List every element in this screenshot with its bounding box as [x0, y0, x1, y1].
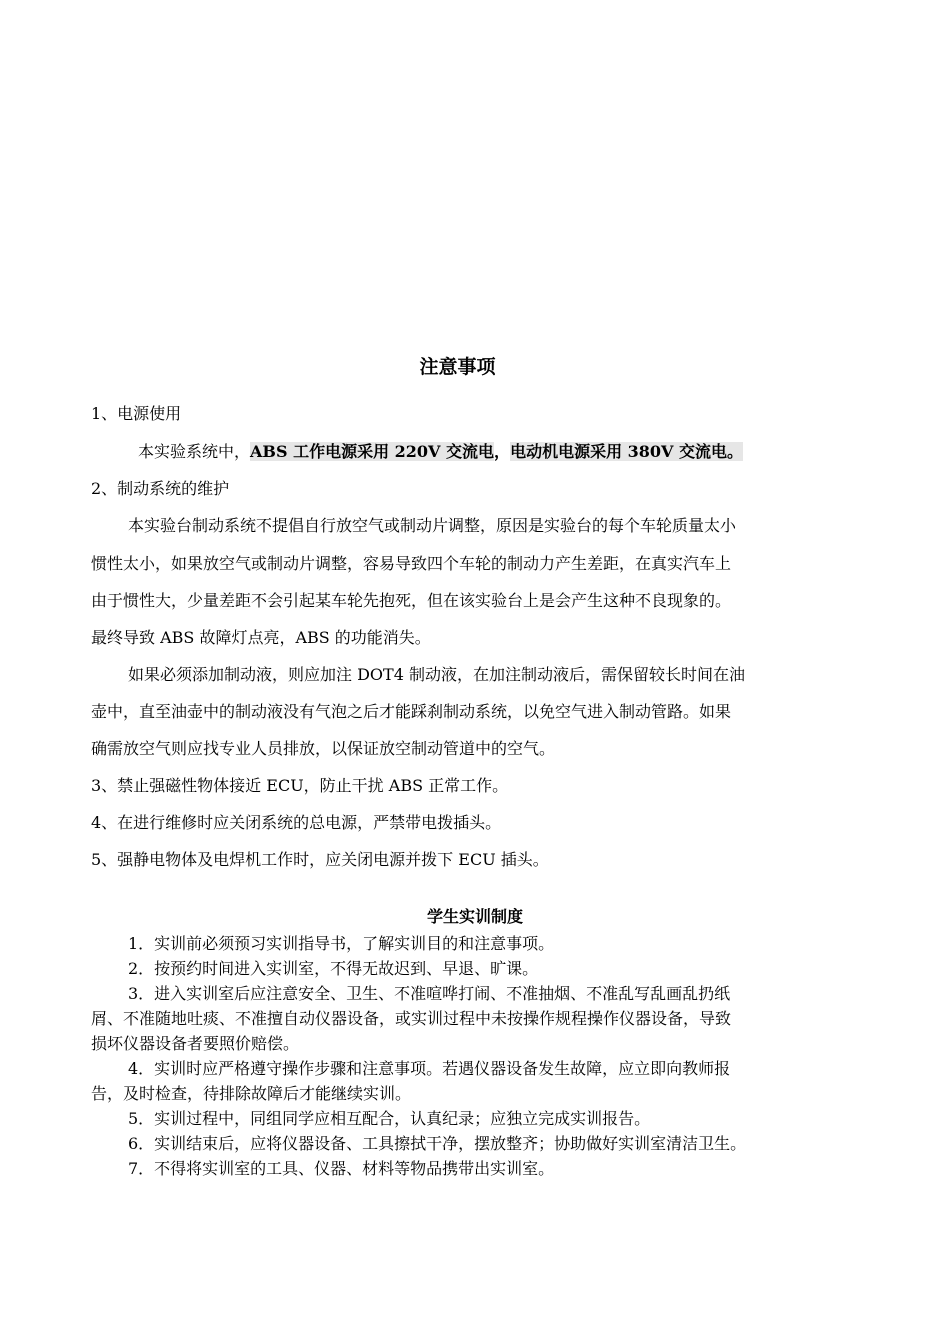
section-2-p1-line: 本实验台制动系统不提倡自行放空气或制动片调整，原因是实验台的每个车轮质量太小 [128, 516, 737, 535]
rule-item-2: 2．按预约时间进入实训室，不得无故迟到、早退、旷课。 [128, 959, 539, 978]
rule-item-3-line: 损坏仪器设备者要照价赔偿。 [91, 1034, 300, 1053]
notice-title: 注意事项 [419, 356, 496, 378]
motor-power-note: 电动机电源采用 380V 交流电。 [510, 442, 744, 461]
rules-title: 学生实训制度 [426, 907, 523, 926]
section-3-text: 3、禁止强磁性物体接近 ECU，防止干扰 ABS 正常工作。 [91, 776, 509, 795]
section-1-heading: 1、电源使用 [91, 404, 182, 423]
section-2-p1-line: 惯性太小，如果放空气或制动片调整，容易导致四个车轮的制动力产生差距，在真实汽车上 [91, 554, 732, 573]
section-1-text [138, 440, 743, 464]
section-2-heading: 2、制动系统的维护 [91, 479, 230, 498]
section-2-p2-line: 壶中，直至油壶中的制动液没有气泡之后才能踩刹制动系统，以免空气进入制动管路。如果 [91, 702, 732, 721]
rule-item-4-line: 告，及时检查，待排除故障后才能继续实训。 [91, 1084, 412, 1103]
section-4-text: 4、在进行维修时应关闭系统的总电源，严禁带电拨插头。 [91, 813, 502, 832]
abs-power-note: ABS 工作电源采用 220V 交流电 [250, 442, 495, 461]
rule-item-7: 7．不得将实训室的工具、仪器、材料等物品携带出实训室。 [128, 1159, 555, 1178]
rule-item-4-line: 4．实训时应严格遵守操作步骤和注意事项。若遇仪器设备发生故障，应立即向教师报 [128, 1059, 731, 1078]
rule-item-3-line: 屑、不准随地吐痰、不准擅自动仪器设备，或实训过程中未按操作规程操作仪器设备，导致 [91, 1009, 732, 1028]
section-1-prefix: 本实验系统中， [138, 442, 251, 461]
section-2-p2-line: 确需放空气则应找专业人员排放，以保证放空制动管道中的空气。 [91, 739, 556, 758]
rule-item-6: 6．实训结束后，应将仪器设备、工具擦拭干净，摆放整齐；协助做好实训室清洁卫生。 [128, 1134, 747, 1153]
section-5-text: 5、强静电物体及电焊机工作时，应关闭电源并拨下 ECU 插头。 [91, 850, 549, 869]
section-2-p1-line: 由于惯性大，少量差距不会引起某车轮先抱死，但在该实验台上是会产生这种不良现象的。 [91, 591, 732, 610]
section-2-p2-line: 如果必须添加制动液，则应加注 DOT4 制动液，在加注制动液后，需保留较长时间在油 [128, 665, 745, 684]
rule-item-3-line: 3．进入实训室后应注意安全、卫生、不准喧哗打闹、不准抽烟、不准乱写乱画乱扔纸 [128, 984, 731, 1003]
section-1-comma: ， [494, 442, 511, 461]
rule-item-5: 5．实训过程中，同组同学应相互配合，认真纪录；应独立完成实训报告。 [128, 1109, 651, 1128]
rule-item-1: 1．实训前必须预习实训指导书，了解实训目的和注意事项。 [128, 934, 555, 953]
section-2-p1-line: 最终导致 ABS 故障灯点亮，ABS 的功能消失。 [91, 628, 431, 647]
